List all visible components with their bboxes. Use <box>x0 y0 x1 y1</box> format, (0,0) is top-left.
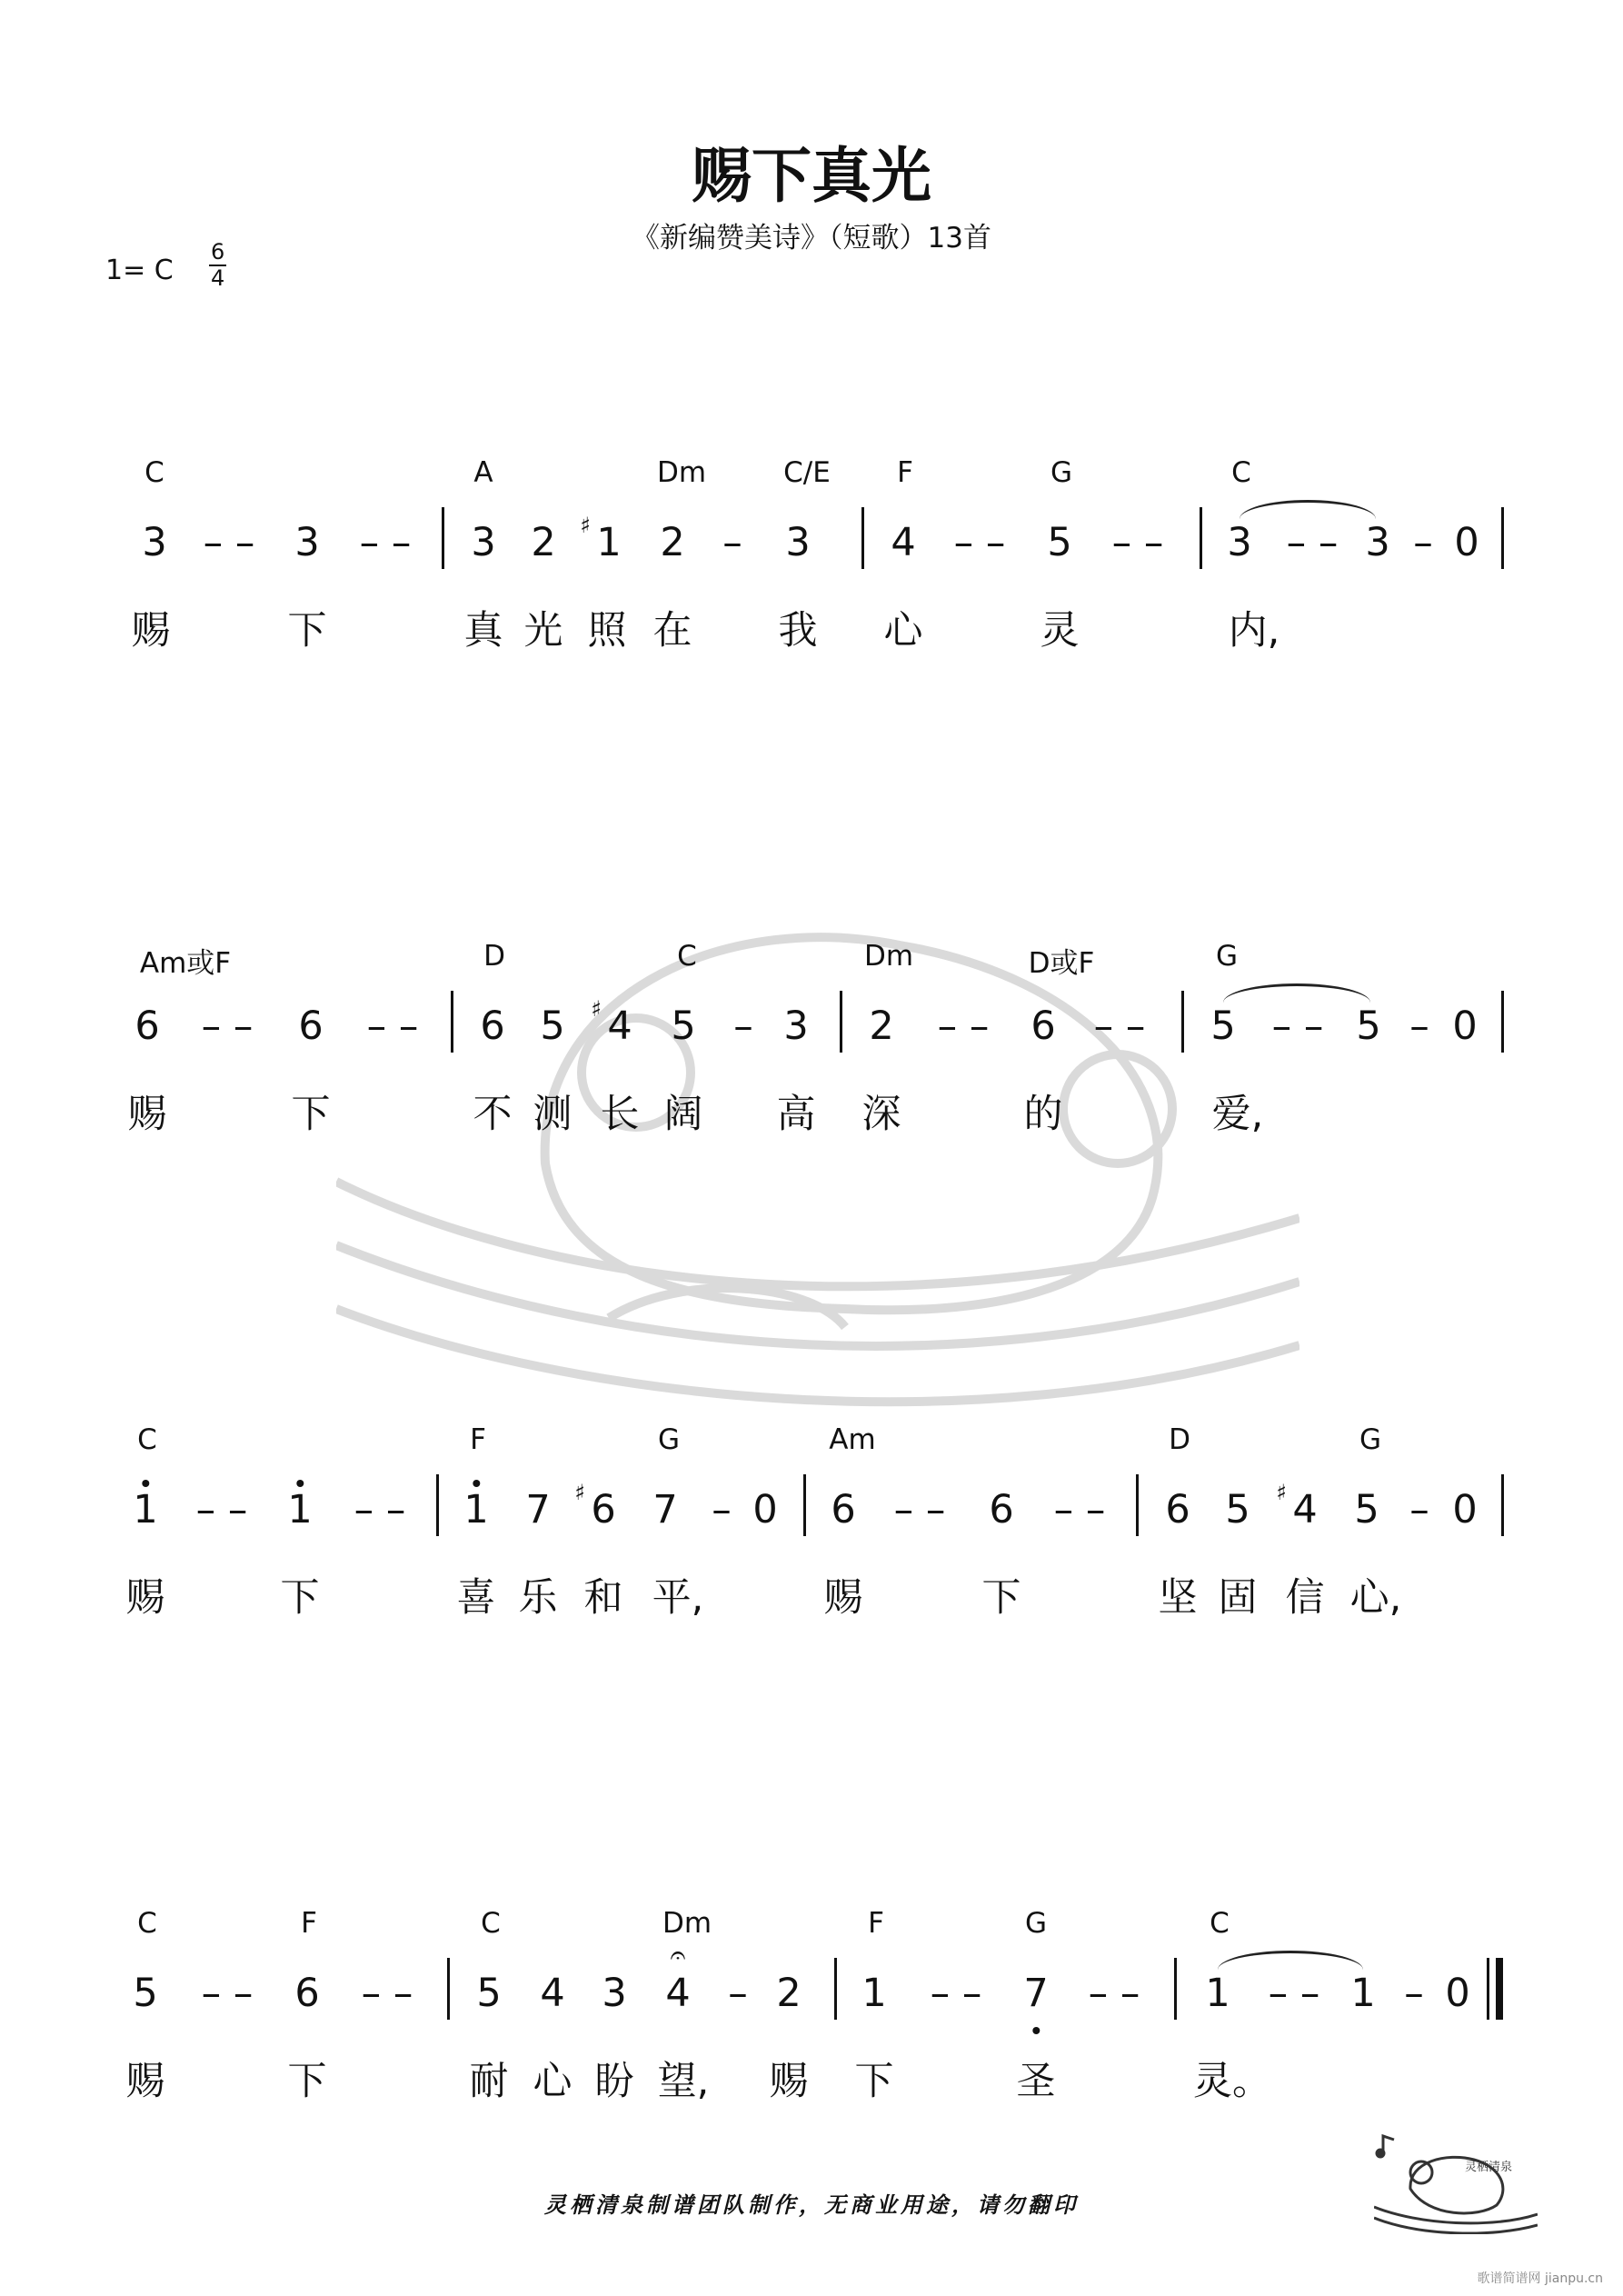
note-dash: – – <box>359 520 412 565</box>
note: 1 <box>861 1971 887 2016</box>
note: 1 <box>1205 1971 1230 2016</box>
lyric: 灵 <box>1040 608 1080 654</box>
note: 3 <box>142 520 167 565</box>
lyric: 盼 <box>594 2059 634 2104</box>
lyric: 坚 <box>1158 1575 1198 1621</box>
chord: Am或F <box>139 947 232 980</box>
note-dash: – – <box>366 1003 419 1049</box>
note-dash: – – <box>361 1971 413 2016</box>
note: 3 <box>471 520 496 565</box>
chord: Dm <box>656 456 707 489</box>
lyric: 阔 <box>663 1092 703 1137</box>
note: 6 <box>1165 1487 1190 1532</box>
note-dash: – – <box>1286 520 1339 565</box>
high-octave-dot <box>142 1480 149 1487</box>
lyric: 赐 <box>131 608 171 654</box>
chord: C <box>677 940 697 973</box>
lyric: 下 <box>287 2059 327 2104</box>
note: 6 <box>294 1971 320 2016</box>
note-dash: – – <box>1093 1003 1146 1049</box>
note-dash: – – <box>203 520 255 565</box>
time-numerator: 6 <box>211 239 225 265</box>
barline <box>451 991 453 1053</box>
lyric: 下 <box>854 2059 894 2104</box>
chord: A <box>473 456 493 489</box>
high-octave-dot <box>473 1480 480 1487</box>
note: 5 <box>1225 1487 1250 1532</box>
fermata-icon: 𝄐 <box>670 1940 686 1972</box>
lyric: 圣 <box>1016 2059 1056 2104</box>
note-dash: – – <box>1268 1971 1320 2016</box>
chord: F <box>470 1423 486 1456</box>
note: 2 <box>531 520 556 565</box>
note: 5 <box>1356 1003 1381 1049</box>
chord: C/E <box>783 456 831 489</box>
note-high <box>287 1487 312 1532</box>
note-sharp <box>591 996 632 1049</box>
lyric: 下 <box>287 608 327 654</box>
lyric: 赐 <box>125 1575 165 1621</box>
note-digit: 1 <box>287 1487 313 1532</box>
barline <box>1200 507 1202 569</box>
note: 5 <box>1210 1003 1236 1049</box>
barline <box>442 507 444 569</box>
lyric: 光 <box>523 608 563 654</box>
note: 1 <box>1350 1971 1376 2016</box>
note: 6 <box>831 1487 856 1532</box>
note: 5 <box>133 1971 158 2016</box>
lyric: 望, <box>657 2059 710 2104</box>
note: 2 <box>660 520 685 565</box>
chord: D <box>483 940 505 973</box>
note-low <box>1023 1971 1048 2016</box>
chord: C <box>144 456 164 489</box>
note-dash: – – <box>937 1003 990 1049</box>
barline <box>436 1474 439 1536</box>
barline <box>1501 507 1504 569</box>
barline <box>840 991 842 1053</box>
chord: G <box>1359 1423 1382 1456</box>
chord: F <box>897 456 913 489</box>
chord: C <box>1231 456 1251 489</box>
note-dash: – <box>712 1487 732 1532</box>
lyric: 心 <box>883 608 923 654</box>
note-digit: 4 <box>607 1003 632 1049</box>
note-digit: 6 <box>591 1487 616 1532</box>
chord: C <box>1210 1907 1230 1940</box>
note-dash: – <box>733 1003 753 1049</box>
lyric: 高 <box>776 1092 816 1137</box>
chord: Am <box>829 1423 876 1456</box>
note-high <box>463 1487 488 1532</box>
lyric: 赐 <box>125 2059 165 2104</box>
note-dash: – – <box>893 1487 946 1532</box>
tie <box>1240 500 1376 519</box>
lyric: 照 <box>587 608 627 654</box>
lyric: 我 <box>778 608 818 654</box>
lyric: 平, <box>652 1575 704 1621</box>
note: 6 <box>1031 1003 1056 1049</box>
note-digit: 7 <box>1023 1971 1049 2016</box>
note-dash: – – <box>930 1971 982 2016</box>
note: 5 <box>540 1003 565 1049</box>
note-dash: – <box>1409 1487 1429 1532</box>
note: 5 <box>476 1971 502 2016</box>
lyric: 内, <box>1228 608 1280 654</box>
note-dash: – <box>1409 1003 1429 1049</box>
note-dash: – – <box>353 1487 406 1532</box>
high-octave-dot <box>296 1480 304 1487</box>
sharp-icon: ♯ <box>580 513 591 538</box>
note: 0 <box>1452 1003 1478 1049</box>
note: 4 <box>891 520 916 565</box>
lyric: 爱, <box>1211 1092 1264 1137</box>
lyric: 乐 <box>518 1575 558 1621</box>
note: 0 <box>1454 520 1479 565</box>
note-digit: 1 <box>133 1487 158 1532</box>
barline <box>1136 1474 1139 1536</box>
note-dash: – – <box>1111 520 1164 565</box>
sharp-icon: ♯ <box>574 1480 585 1505</box>
barline <box>1181 991 1184 1053</box>
final-barline-thick <box>1496 1958 1503 2020</box>
chord: G <box>1024 1907 1048 1940</box>
lyric: 喜 <box>456 1575 496 1621</box>
chord: G <box>1050 456 1073 489</box>
site-watermark-text: 歌谱简谱网 jianpu.cn <box>1477 2271 1603 2286</box>
lyric: 心 <box>533 2059 573 2104</box>
note-high <box>133 1487 157 1532</box>
chord: D <box>1169 1423 1190 1456</box>
barline <box>803 1474 806 1536</box>
note-dash: – – <box>201 1971 254 2016</box>
note-dash: – <box>1404 1971 1424 2016</box>
note: 2 <box>869 1003 894 1049</box>
time-denominator: 4 <box>211 265 225 291</box>
note-dash: – – <box>953 520 1006 565</box>
note: 7 <box>652 1487 678 1532</box>
chord: C <box>481 1907 501 1940</box>
lyric: 下 <box>981 1575 1021 1621</box>
note: 3 <box>294 520 320 565</box>
lyric: 下 <box>291 1092 331 1137</box>
note: 3 <box>1365 520 1390 565</box>
note: 0 <box>1452 1487 1478 1532</box>
note: 0 <box>752 1487 778 1532</box>
lyric: 深 <box>861 1092 901 1137</box>
logo-text: 灵栖清泉 <box>1465 2161 1513 2174</box>
barline <box>861 507 864 569</box>
lyric: 耐 <box>469 2059 509 2104</box>
note-dash: – – <box>201 1003 254 1049</box>
note-sharp <box>1276 1480 1318 1532</box>
note-dash: – <box>1413 520 1433 565</box>
low-octave-dot <box>1032 2027 1040 2034</box>
note-digit: 4 <box>1292 1487 1318 1532</box>
note: 7 <box>525 1487 551 1532</box>
note: 3 <box>1227 520 1252 565</box>
note: 6 <box>989 1487 1014 1532</box>
note: 0 <box>1445 1971 1470 2016</box>
note-dash: – – <box>1053 1487 1106 1532</box>
note-digit: 4 <box>665 1971 691 2016</box>
sheep-watermark-icon <box>336 891 1299 1436</box>
sheep-logo-icon <box>1374 2134 1538 2234</box>
note-digit: 1 <box>596 520 622 565</box>
note-dash: – – <box>1271 1003 1324 1049</box>
chord: F <box>868 1907 884 1940</box>
time-signature <box>209 240 226 291</box>
lyric: 在 <box>652 608 692 654</box>
chord: G <box>1215 940 1239 973</box>
chord: C <box>137 1907 157 1940</box>
chord: G <box>657 1423 681 1456</box>
note: 2 <box>776 1971 802 2016</box>
note: 4 <box>540 1971 565 2016</box>
note: 5 <box>671 1003 696 1049</box>
lyric: 下 <box>280 1575 320 1621</box>
chord: D或F <box>1028 947 1095 980</box>
lyric: 的 <box>1023 1092 1063 1137</box>
sharp-icon: ♯ <box>1276 1480 1287 1505</box>
note-digit: 1 <box>463 1487 489 1532</box>
lyric: 灵。 <box>1193 2059 1271 2104</box>
note-fermata <box>665 1940 691 2016</box>
barline <box>1174 1958 1177 2020</box>
footer-notice: 灵栖清泉制谱团队制作，无商业用途，请勿翻印 <box>544 2192 1079 2218</box>
note: 6 <box>480 1003 505 1049</box>
chord: C <box>137 1423 157 1456</box>
note: 6 <box>298 1003 324 1049</box>
lyric: 真 <box>463 608 503 654</box>
final-barline-thin <box>1487 1958 1489 2020</box>
note-dash: – – <box>1088 1971 1140 2016</box>
sharp-icon: ♯ <box>591 996 602 1022</box>
note: 6 <box>134 1003 160 1049</box>
note-dash: – <box>722 520 742 565</box>
chord: F <box>301 1907 317 1940</box>
chord: Dm <box>662 1907 712 1940</box>
barline <box>447 1958 450 2020</box>
lyric: 赐 <box>769 2059 809 2104</box>
barline <box>834 1958 837 2020</box>
lyric: 赐 <box>823 1575 863 1621</box>
chord: Dm <box>863 940 914 973</box>
lyric: 固 <box>1218 1575 1258 1621</box>
note: 3 <box>783 1003 809 1049</box>
tie <box>1218 1951 1363 1970</box>
note: 5 <box>1047 520 1072 565</box>
note: 3 <box>602 1971 627 2016</box>
lyric: 信 <box>1285 1575 1325 1621</box>
note: 3 <box>785 520 811 565</box>
song-source: 《新编赞美诗》（短歌）13首 <box>632 222 991 255</box>
lyric: 测 <box>533 1092 573 1137</box>
barline <box>1501 991 1504 1053</box>
song-title: 赐下真光 <box>692 141 931 211</box>
lyric: 长 <box>600 1092 640 1137</box>
note: 5 <box>1354 1487 1379 1532</box>
lyric: 赐 <box>127 1092 167 1137</box>
lyric: 不 <box>473 1092 513 1137</box>
note-sharp <box>574 1480 616 1532</box>
lyric: 和 <box>583 1575 623 1621</box>
lyric: 心, <box>1349 1575 1402 1621</box>
key-signature: 1= C <box>105 255 174 286</box>
note-dash: – – <box>195 1487 248 1532</box>
barline <box>1501 1474 1504 1536</box>
note-sharp <box>580 513 622 565</box>
note-dash: – <box>728 1971 748 2016</box>
